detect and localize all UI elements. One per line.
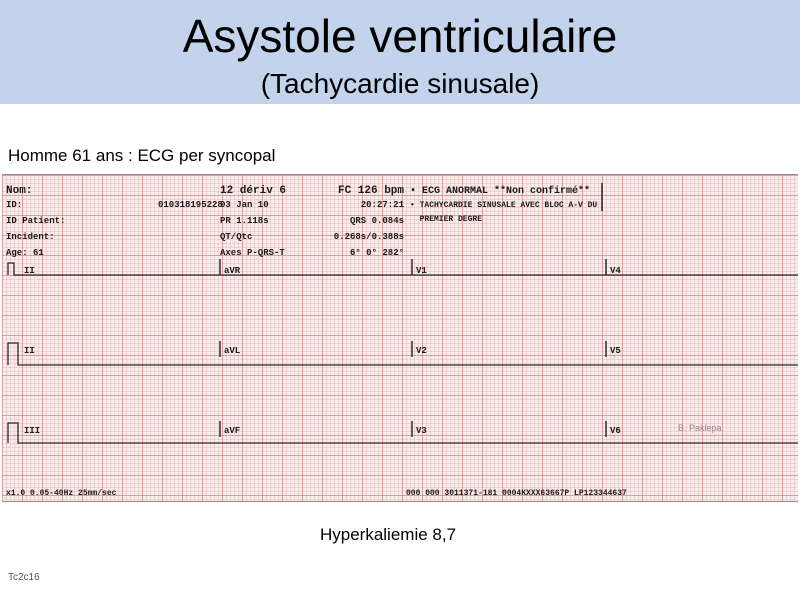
ecg-strip <box>2 174 798 502</box>
header-axes: Axes P-QRS-T <box>220 248 285 258</box>
lead-label-II-2: II <box>24 346 35 356</box>
lead-label-V2: V2 <box>416 346 427 356</box>
slide-title: Asystole ventriculaire <box>182 10 618 62</box>
lead-labels <box>24 266 621 436</box>
header-name-label: Nom: <box>6 185 33 197</box>
ecg-watermark: B. Paklepa <box>678 423 722 433</box>
ecg-header <box>6 183 602 258</box>
title-band <box>0 0 800 104</box>
lead-label-V4: V4 <box>610 266 621 276</box>
header-qt: QT/Qtc <box>220 232 253 242</box>
header-age-label: Age: 61 <box>6 248 44 258</box>
lead-label-II: II <box>24 266 35 276</box>
lead-dividers <box>220 259 606 437</box>
header-qt-values: 0.268s/0.388s <box>333 232 404 242</box>
ecg-trace-canvas <box>2 175 798 501</box>
slide-subtitle: (Tachycardie sinusale) <box>260 68 540 99</box>
header-axes-values: 6° 0° 282° <box>349 248 404 258</box>
header-id-label: ID: <box>6 200 23 210</box>
lead-label-aVF: aVF <box>224 426 241 436</box>
lead-label-aVL: aVL <box>224 346 241 356</box>
ecg-traces <box>8 263 798 443</box>
lead-label-V5: V5 <box>610 346 621 356</box>
patient-caption: Homme 61 ans : ECG per syncopal <box>8 146 276 165</box>
interpretation-line-1: • ECG ANORMAL **Non confirmé** <box>410 186 591 197</box>
ecg-trace-row-2 <box>8 343 798 365</box>
lead-label-V1: V1 <box>416 266 427 276</box>
header-time: 20:27:21 <box>360 200 404 210</box>
header-patient-id-label: ID Patient: <box>6 216 66 226</box>
lead-label-aVR: aVR <box>224 266 241 276</box>
lead-label-III: III <box>24 426 41 436</box>
lead-label-V3: V3 <box>416 426 427 436</box>
interpretation-line-2: • TACHYCARDIE SINUSALE AVEC BLOC A-V DU <box>410 201 598 210</box>
header-date: 03 Jan 10 <box>220 200 269 210</box>
lead-label-V6: V6 <box>610 426 621 436</box>
header-leads: 12 dériv 6 <box>220 185 287 197</box>
header-id-value: 010318195228 <box>158 200 223 210</box>
header-qrs: QRS 0.084s <box>349 216 404 226</box>
slide-identifier: Tc2c16 <box>8 572 40 583</box>
header-pr: PR 1.118s <box>220 216 269 226</box>
ecg-trace-row-1 <box>8 263 798 275</box>
ecg-footer-codes: 000 000 3011371-181 0004KXXX63667P LP123344637 <box>406 489 627 498</box>
header-heart-rate: FC 126 bpm <box>337 185 404 197</box>
diagnosis-note: Hyperkaliemie 8,7 <box>319 525 457 544</box>
ecg-footer-settings: x1.0 0.05-40Hz 25mm/sec <box>6 489 117 498</box>
header-incident-label: Incident: <box>6 232 55 242</box>
interpretation-line-3: PREMIER DEGRE <box>410 215 483 224</box>
